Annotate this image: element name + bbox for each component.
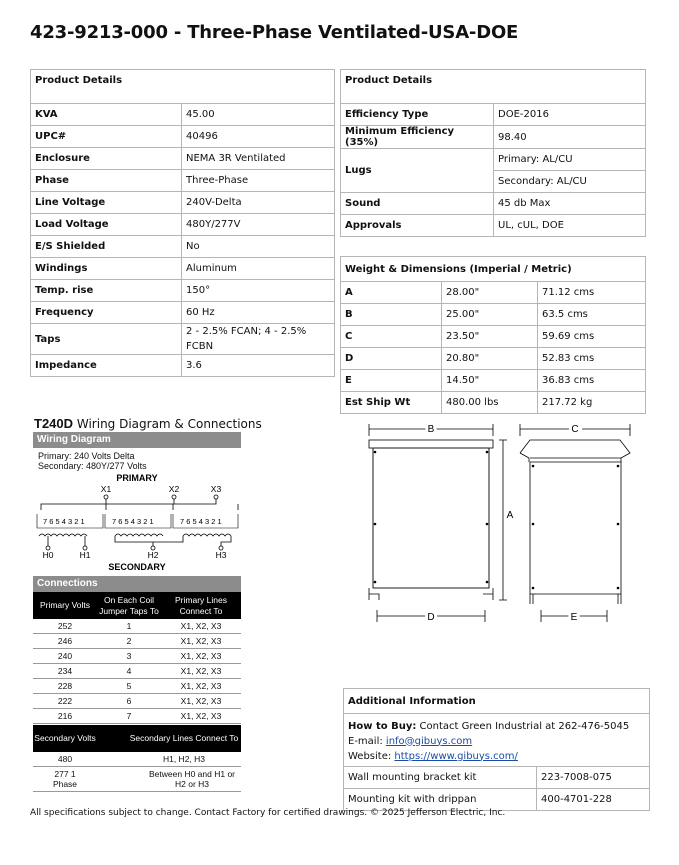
spec-value: 240V-Delta (182, 192, 335, 214)
spec-label: Load Voltage (31, 214, 182, 236)
connections-bar: Connections (33, 576, 241, 592)
wiring-diagram (33, 470, 241, 574)
dimension-label: C (341, 326, 442, 348)
enclosure-drawing (355, 418, 645, 628)
table-row (341, 304, 646, 326)
table-row (33, 694, 241, 709)
kit-name: Wall mounting bracket kit (344, 767, 537, 789)
additional-info-table (343, 688, 650, 811)
dimensions-header: Weight & Dimensions (Imperial / Metric) (341, 257, 646, 282)
table-row (31, 170, 335, 192)
dimension-imperial: 28.00" (442, 282, 538, 304)
kit-name: Mounting kit with drippan (344, 789, 537, 811)
spec-value: NEMA 3R Ventilated (182, 148, 335, 170)
dim-c-label: C (571, 424, 579, 435)
dimension-metric: 52.83 cms (538, 348, 646, 370)
how-to-buy-text: Contact Green Industrial at 262-476-5045 (419, 720, 630, 732)
dimension-imperial: 14.50" (442, 370, 538, 392)
jumper-tap: 3 (97, 649, 161, 664)
h2-label: H2 (147, 550, 159, 560)
tap-digits-2: 7 6 5 4 3 2 1 (112, 517, 154, 526)
page-title: 423-9213-000 - Three-Phase Ventilated-USA-DOE (30, 22, 519, 43)
spec-value: 3.6 (182, 355, 335, 377)
website-label: Website: (348, 750, 392, 762)
spec-value: 40496 (182, 126, 335, 148)
table-row (31, 324, 335, 355)
primary-volts: 234 (33, 664, 97, 679)
h1-label: H1 (79, 550, 91, 560)
product-details-table (30, 69, 335, 377)
col-secondary-volts: Secondary Volts (33, 725, 97, 752)
table-row (31, 236, 335, 258)
spec-label: Frequency (31, 302, 182, 324)
table-row (33, 679, 241, 694)
spec-value: Three-Phase (182, 170, 335, 192)
table-row (33, 664, 241, 679)
secondary-line-text: Secondary: 480Y/277 Volts (38, 461, 147, 471)
table-row (31, 126, 335, 148)
spec-label: Phase (31, 170, 182, 192)
primary-line-text: Primary: 240 Volts Delta (38, 451, 135, 461)
x3-label: X3 (210, 484, 222, 494)
secondary-lines-277: Between H0 and H1 or H2 or H3 (97, 767, 241, 792)
primary-volts: 216 (33, 709, 97, 724)
secondary-table (33, 725, 241, 792)
h0-label: H0 (42, 550, 54, 560)
table-row (31, 192, 335, 214)
dimension-imperial: 480.00 lbs (442, 392, 538, 414)
spec-value: 480Y/277V (182, 214, 335, 236)
jumper-tap: 7 (97, 709, 161, 724)
dimension-metric: 59.69 cms (538, 326, 646, 348)
dimension-imperial: 23.50" (442, 326, 538, 348)
lugs-primary: Primary: AL/CU (494, 149, 646, 171)
wiring-title (34, 416, 262, 431)
jumper-tap: 1 (97, 619, 161, 634)
primary-lines: X1, X2, X3 (161, 679, 241, 694)
table-row (31, 355, 335, 377)
dimensions-table (340, 256, 646, 414)
primary-label: PRIMARY (116, 473, 158, 483)
primary-volts: 246 (33, 634, 97, 649)
spec-value: 60 Hz (182, 302, 335, 324)
table-row (33, 619, 241, 634)
table-row (33, 649, 241, 664)
email-label: E-mail: (348, 735, 383, 747)
tap-digits-3: 7 6 5 4 3 2 1 (180, 517, 222, 526)
wiring-title-text: Wiring Diagram & Connections (76, 417, 262, 431)
spec-label: KVA (31, 104, 182, 126)
table-row (31, 302, 335, 324)
email-link[interactable]: info@gibuys.com (385, 735, 473, 747)
primary-lines: X1, X2, X3 (161, 664, 241, 679)
table-row (33, 634, 241, 649)
spec-value: 45.00 (182, 104, 335, 126)
product-details-right-table (340, 69, 646, 237)
primary-volts: 228 (33, 679, 97, 694)
dim-e-label: E (570, 612, 578, 623)
efficiency-type-label: Efficiency Type (341, 104, 494, 126)
efficiency-type-value: DOE-2016 (494, 104, 646, 126)
spec-label: UPC# (31, 126, 182, 148)
table-row (341, 348, 646, 370)
connections-table (33, 592, 241, 724)
dimension-label: A (341, 282, 442, 304)
primary-lines: X1, X2, X3 (161, 619, 241, 634)
spec-value: No (182, 236, 335, 258)
spec-label: Temp. rise (31, 280, 182, 302)
jumper-tap: 6 (97, 694, 161, 709)
dim-b-label: B (427, 424, 435, 435)
spec-value: 2 - 2.5% FCAN; 4 - 2.5% FCBN (182, 324, 335, 355)
table-row (31, 258, 335, 280)
primary-lines: X1, X2, X3 (161, 709, 241, 724)
sound-label: Sound (341, 193, 494, 215)
dim-a-label: A (506, 510, 514, 521)
table-row (341, 282, 646, 304)
approvals-value: UL, cUL, DOE (494, 215, 646, 237)
website-link[interactable]: https://www.gibuys.com/ (394, 750, 518, 762)
spec-label: Windings (31, 258, 182, 280)
wiring-diagram-bar: Wiring Diagram (33, 432, 241, 448)
min-efficiency-label: Minimum Efficiency (35%) (341, 126, 494, 149)
spec-label: Impedance (31, 355, 182, 377)
dimension-label: Est Ship Wt (341, 392, 442, 414)
spec-label: E/S Shielded (31, 236, 182, 258)
col-jumper-taps: On Each Coil Jumper Taps To (97, 592, 161, 619)
primary-lines: X1, X2, X3 (161, 694, 241, 709)
dimension-imperial: 20.80" (442, 348, 538, 370)
dim-d-label: D (427, 612, 435, 623)
spec-value: Aluminum (182, 258, 335, 280)
dimension-label: B (341, 304, 442, 326)
col-secondary-lines: Secondary Lines Connect To (97, 725, 241, 752)
spec-label: Enclosure (31, 148, 182, 170)
jumper-tap: 5 (97, 679, 161, 694)
footer-text: All specifications subject to change. Contact Factory for certified drawings. © 2025 Jefferson Electric, Inc. (30, 808, 506, 818)
primary-lines: X1, X2, X3 (161, 649, 241, 664)
primary-lines: X1, X2, X3 (161, 634, 241, 649)
dimension-metric: 217.72 kg (538, 392, 646, 414)
table-header: Product Details (31, 70, 335, 104)
lugs-label: Lugs (341, 149, 494, 193)
primary-volts: 240 (33, 649, 97, 664)
dimension-label: D (341, 348, 442, 370)
col-primary-lines: Primary Lines Connect To (161, 592, 241, 619)
table-row (31, 148, 335, 170)
col-primary-volts: Primary Volts (33, 592, 97, 619)
primary-volts: 222 (33, 694, 97, 709)
dimension-metric: 63.5 cms (538, 304, 646, 326)
table-row (341, 370, 646, 392)
table-row (33, 709, 241, 724)
secondary-label: SECONDARY (108, 562, 166, 572)
table-header: Product Details (341, 70, 646, 104)
primary-volts: 252 (33, 619, 97, 634)
x2-label: X2 (168, 484, 180, 494)
secondary-volts-277: 277 1 Phase (33, 767, 97, 792)
kit-part-number: 223-7008-075 (537, 767, 650, 789)
dimension-metric: 71.12 cms (538, 282, 646, 304)
spec-label: Taps (31, 324, 182, 355)
sound-value: 45 db Max (494, 193, 646, 215)
how-to-buy-block (344, 714, 650, 767)
lugs-secondary: Secondary: AL/CU (494, 171, 646, 193)
model-code: T240D (34, 416, 74, 431)
kit-part-number: 400-4701-228 (537, 789, 650, 811)
dimension-imperial: 25.00" (442, 304, 538, 326)
jumper-tap: 2 (97, 634, 161, 649)
secondary-volts-480: 480 (33, 752, 97, 767)
tap-digits-1: 7 6 5 4 3 2 1 (43, 517, 85, 526)
additional-info-header: Additional Information (344, 689, 650, 714)
spec-value: 150° (182, 280, 335, 302)
jumper-tap: 4 (97, 664, 161, 679)
min-efficiency-value: 98.40 (494, 126, 646, 149)
h3-label: H3 (215, 550, 227, 560)
table-row (341, 326, 646, 348)
secondary-lines-480: H1, H2, H3 (97, 752, 241, 767)
table-row (341, 392, 646, 414)
x1-label: X1 (100, 484, 112, 494)
approvals-label: Approvals (341, 215, 494, 237)
table-row (31, 214, 335, 236)
table-row (31, 280, 335, 302)
dimension-label: E (341, 370, 442, 392)
how-to-buy-label: How to Buy: (348, 720, 417, 732)
spec-label: Line Voltage (31, 192, 182, 214)
table-row (31, 104, 335, 126)
dimension-metric: 36.83 cms (538, 370, 646, 392)
